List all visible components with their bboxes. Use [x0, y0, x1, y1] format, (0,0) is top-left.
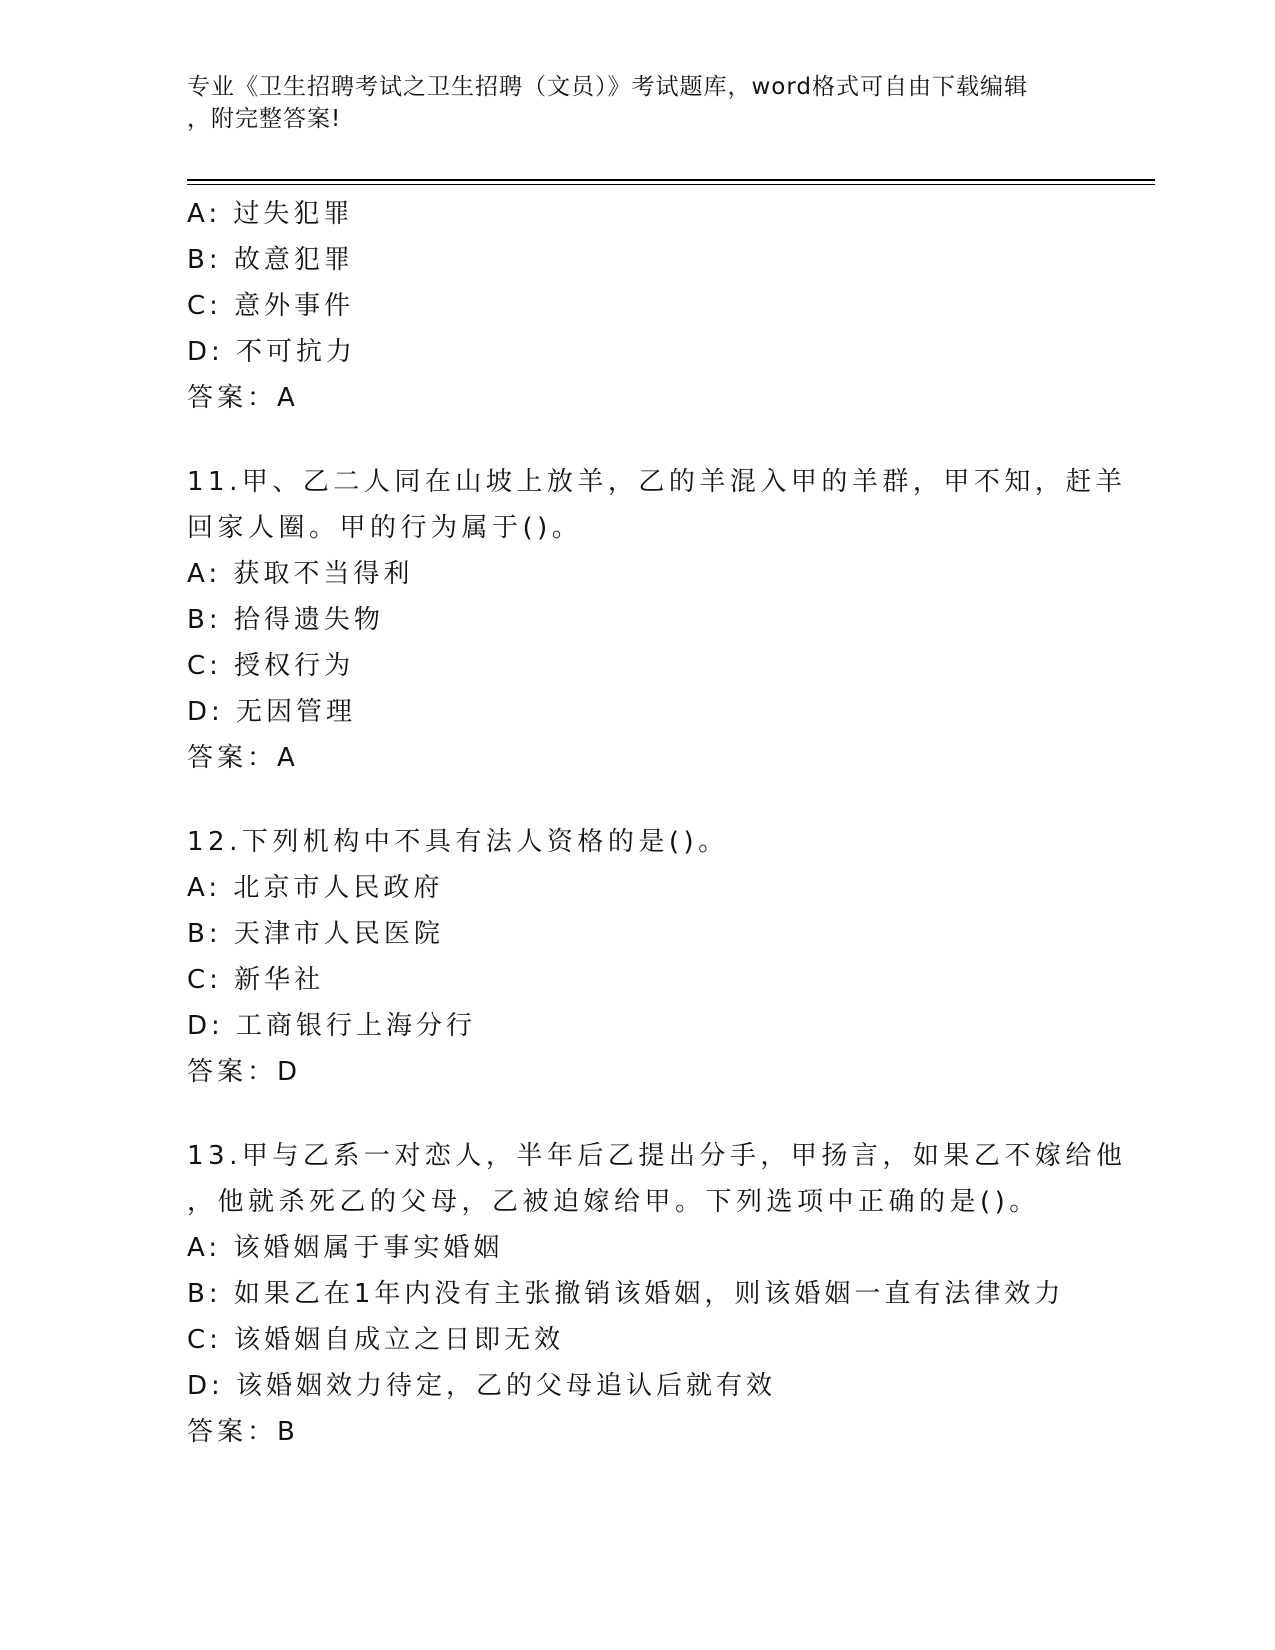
answer-line: 答案：A — [187, 743, 299, 773]
question-text-line: 11.甲、乙二人同在山坡上放羊，乙的羊混入甲的羊群，甲不知，赶羊 — [187, 467, 1127, 497]
option-d: D: 无因管理 — [187, 697, 357, 727]
question-block — [187, 459, 1147, 781]
question-block — [187, 1133, 1147, 1455]
option-c: C: 该婚姻自成立之日即无效 — [187, 1325, 565, 1355]
question-text-line: 12.下列机构中不具有法人资格的是()。 — [187, 827, 729, 857]
option-a: A: 过失犯罪 — [187, 199, 354, 229]
answer-line: 答案：B — [187, 1417, 299, 1447]
question-text-line: 13.甲与乙系一对恋人，半年后乙提出分手，甲扬言，如果乙不嫁给他 — [187, 1141, 1127, 1171]
document-header — [187, 71, 1067, 135]
header-rule-thin — [187, 184, 1155, 185]
question-text-line: ，他就杀死乙的父母，乙被迫嫁给甲。下列选项中正确的是()。 — [187, 1187, 1040, 1217]
option-a: A: 北京市人民政府 — [187, 873, 444, 903]
option-a: A: 该婚姻属于事实婚姻 — [187, 1233, 504, 1263]
option-d: D: 该婚姻效力待定，乙的父母追认后就有效 — [187, 1371, 777, 1401]
question-text-line: 回家人圈。甲的行为属于()。 — [187, 513, 583, 543]
option-b: B: 如果乙在1年内没有主张撤销该婚姻，则该婚姻一直有法律效力 — [187, 1279, 1065, 1309]
question-block — [187, 819, 1147, 1095]
answer-line: 答案：D — [187, 1057, 302, 1087]
option-b: B: 拾得遗失物 — [187, 605, 384, 635]
question-list — [187, 191, 1147, 1455]
answer-line: 答案：A — [187, 383, 299, 413]
header-rule-thick — [187, 179, 1155, 181]
option-c: C: 意外事件 — [187, 291, 355, 321]
option-b: B: 故意犯罪 — [187, 245, 354, 275]
option-b: B: 天津市人民医院 — [187, 919, 444, 949]
option-d: D: 工商银行上海分行 — [187, 1011, 477, 1041]
option-c: C: 新华社 — [187, 965, 325, 995]
option-c: C: 授权行为 — [187, 651, 355, 681]
option-a: A: 获取不当得利 — [187, 559, 414, 589]
header-line-1: 专业《卫生招聘考试之卫生招聘（文员）》考试题库，word格式可自由下载编辑 — [187, 74, 1029, 100]
option-d: D: 不可抗力 — [187, 337, 357, 367]
question-block — [187, 191, 1147, 421]
header-line-2: ，附完整答案! — [187, 106, 342, 132]
